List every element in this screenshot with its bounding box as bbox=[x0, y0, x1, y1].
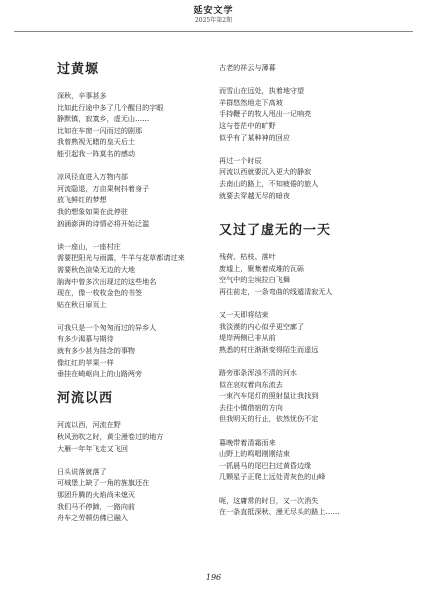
poem-stanzas bbox=[57, 90, 237, 380]
poem-line: 需要秋色渲染无边的大地 bbox=[57, 264, 136, 274]
poem-line: 残荷、枯枝、落叶 bbox=[219, 252, 276, 262]
poem-line: 就要去穿越无尽的暗夜 bbox=[219, 190, 290, 200]
poem-line: 贴在秋日扉页上 bbox=[57, 299, 107, 309]
poem-line: 手持鞭子的牧人甩出一记响亮 bbox=[219, 109, 312, 119]
poem-line: 能引起我一阵莫名的感动 bbox=[57, 148, 136, 158]
poem-line: 比如此行途中多了几个醒目的字眼 bbox=[57, 102, 164, 112]
poem-line: 读一座山，一座村庄 bbox=[57, 241, 121, 251]
poem-line: 这与苍茫中的旷野 bbox=[219, 120, 276, 130]
poem-line: 日头说落就落了 bbox=[57, 466, 107, 476]
poem-line: 那团升腾的火焰尚未熄灭 bbox=[57, 490, 136, 499]
poem-line: 有多少渴慕与期待 bbox=[57, 334, 114, 344]
poem-line: 一抓晨马的尾巴扫过黄昏边缘 bbox=[219, 460, 312, 470]
poem-line: 河流以西，河流在野 bbox=[57, 420, 121, 430]
poem-line: 脑海中曾多次出现过的这些地名 bbox=[57, 276, 157, 286]
poem-title: 河流以西 bbox=[57, 391, 114, 407]
poem-line: 我的想象如果在此停驻 bbox=[57, 206, 128, 216]
stanza bbox=[219, 155, 399, 201]
stanza bbox=[219, 495, 399, 518]
poem-line: 我们马不停蹄，一路向前 bbox=[57, 501, 136, 511]
left-column bbox=[57, 62, 237, 524]
poem-line: 再往前走，一条弯曲的线遁清寂无人 bbox=[219, 286, 333, 296]
poem-line: 凉风径直进入万物内部 bbox=[57, 172, 128, 182]
stanza bbox=[219, 85, 399, 143]
stanza bbox=[219, 367, 399, 425]
poem-line: 堤岸两侧已非从前 bbox=[219, 333, 276, 343]
poem-line: 再过一个时辰 bbox=[219, 155, 262, 165]
poem-line: 静默镇，寂寞乡，虚无山…… bbox=[57, 114, 150, 124]
poem-stanzas bbox=[57, 419, 237, 523]
poem-line: 我淡漠的内心似乎更空廓了 bbox=[219, 321, 305, 331]
stanza bbox=[219, 437, 399, 483]
poem-line: 羊群悠然地走下高坡 bbox=[219, 97, 283, 107]
poem-line: 我曾熟视无睹的皇天后土 bbox=[57, 137, 136, 147]
page-number: 196 bbox=[205, 573, 222, 582]
poem-line: 需要把阳光与雨露，牛羊与花草都请过来 bbox=[57, 253, 185, 263]
poem-line: 而雪山在远处，执着地守望 bbox=[219, 86, 305, 96]
poem-line: 大雁一年年飞走又飞回 bbox=[57, 443, 128, 453]
right-column bbox=[219, 62, 399, 518]
poem-line: 可我只是一个匆匆而过的异乡人 bbox=[57, 322, 157, 332]
poem-line: 呃，这庸常的时日，又一次消失 bbox=[219, 495, 319, 505]
stanza bbox=[57, 90, 237, 160]
poem-line: 像红红的苹果一样 bbox=[57, 357, 114, 367]
poem-line: 一束汽车尾灯的照射鼠让我找到 bbox=[219, 391, 319, 401]
stanza bbox=[57, 419, 237, 454]
poem-title: 过黄塬 bbox=[57, 62, 100, 77]
poem-line: 垂挂在崎岖向上的山路两旁 bbox=[57, 369, 143, 379]
stanza bbox=[57, 466, 237, 524]
poem-line: 在一条直抵深秋、漫无尽头的路上…… bbox=[219, 507, 340, 517]
poem-line: 舟车之劳顿仿佛已融入 bbox=[57, 513, 128, 523]
poem-line: 汹涌澎湃的诗情必将开始泛滥 bbox=[57, 218, 150, 228]
poem-line: 路旁那条浑浊不清的河水 bbox=[219, 368, 298, 378]
poem-line: 古老的祥云与薄暮 bbox=[219, 63, 276, 72]
poem-line: 空气中的尘埃拉白飞舞 bbox=[219, 275, 290, 285]
poem-line: 几颗星子正爬上远处青灰色的山峰 bbox=[219, 472, 326, 482]
header-rule bbox=[14, 31, 413, 32]
stanza bbox=[57, 171, 237, 229]
poem-line: 河流隐退，万亩果树抖着身子 bbox=[57, 183, 150, 193]
poem-line: 似在哀叹着向东流去 bbox=[219, 379, 283, 389]
stanza bbox=[219, 62, 399, 74]
poem-line: 但我明天的行止，依然忧伤不定 bbox=[219, 414, 319, 424]
stanza bbox=[219, 251, 399, 297]
poem-stanzas bbox=[219, 251, 399, 518]
poem-line: 可城堡上缺了一角的旌旗还在 bbox=[57, 478, 150, 488]
poem-line: 就有多少甚为挂念的事物 bbox=[57, 346, 136, 356]
journal-name: 延安文学 bbox=[193, 6, 234, 16]
poem-line: 废墟上，聚集着成堆的瓦砾 bbox=[219, 263, 305, 273]
poem-title: 又过了虚无的一天 bbox=[219, 223, 332, 239]
poem-line: 比如在车窗一闪而过的剧那 bbox=[57, 125, 143, 135]
poem-line: 去南山的路上，不知疲倦的旅人 bbox=[219, 178, 319, 188]
poem-line: 去往小镇借宿的方向 bbox=[219, 402, 283, 412]
stanza bbox=[57, 322, 237, 380]
stanza bbox=[57, 241, 237, 311]
poem-line: 深秋，辛事甚多 bbox=[57, 91, 107, 100]
poem-line: 秋风劲吹之时，黄尘漫卷过的地方 bbox=[57, 432, 164, 442]
journal-issue: 2025年第2期 bbox=[194, 17, 233, 24]
poem-line: 又一天即将结束 bbox=[219, 310, 269, 320]
poem-line: 现在，像一枚枚金色的书签 bbox=[57, 288, 143, 298]
journal-header bbox=[0, 6, 427, 25]
poem-line: 熟悉的村庄渐渐变得陌生而遥远 bbox=[219, 344, 319, 354]
poem-line: 河流以西就要沉入更大的静寂 bbox=[219, 167, 312, 177]
poem-line: 似乎有了某种神的回应 bbox=[219, 132, 290, 142]
poem-stanzas bbox=[219, 62, 399, 201]
poem-line: 放飞鲜红的梦想 bbox=[57, 195, 107, 205]
stanza bbox=[219, 309, 399, 355]
poem-line: 暮晚带着清霜而来 bbox=[219, 437, 276, 447]
poem-line: 山野上的鸣唱刚刚结束 bbox=[219, 449, 290, 459]
